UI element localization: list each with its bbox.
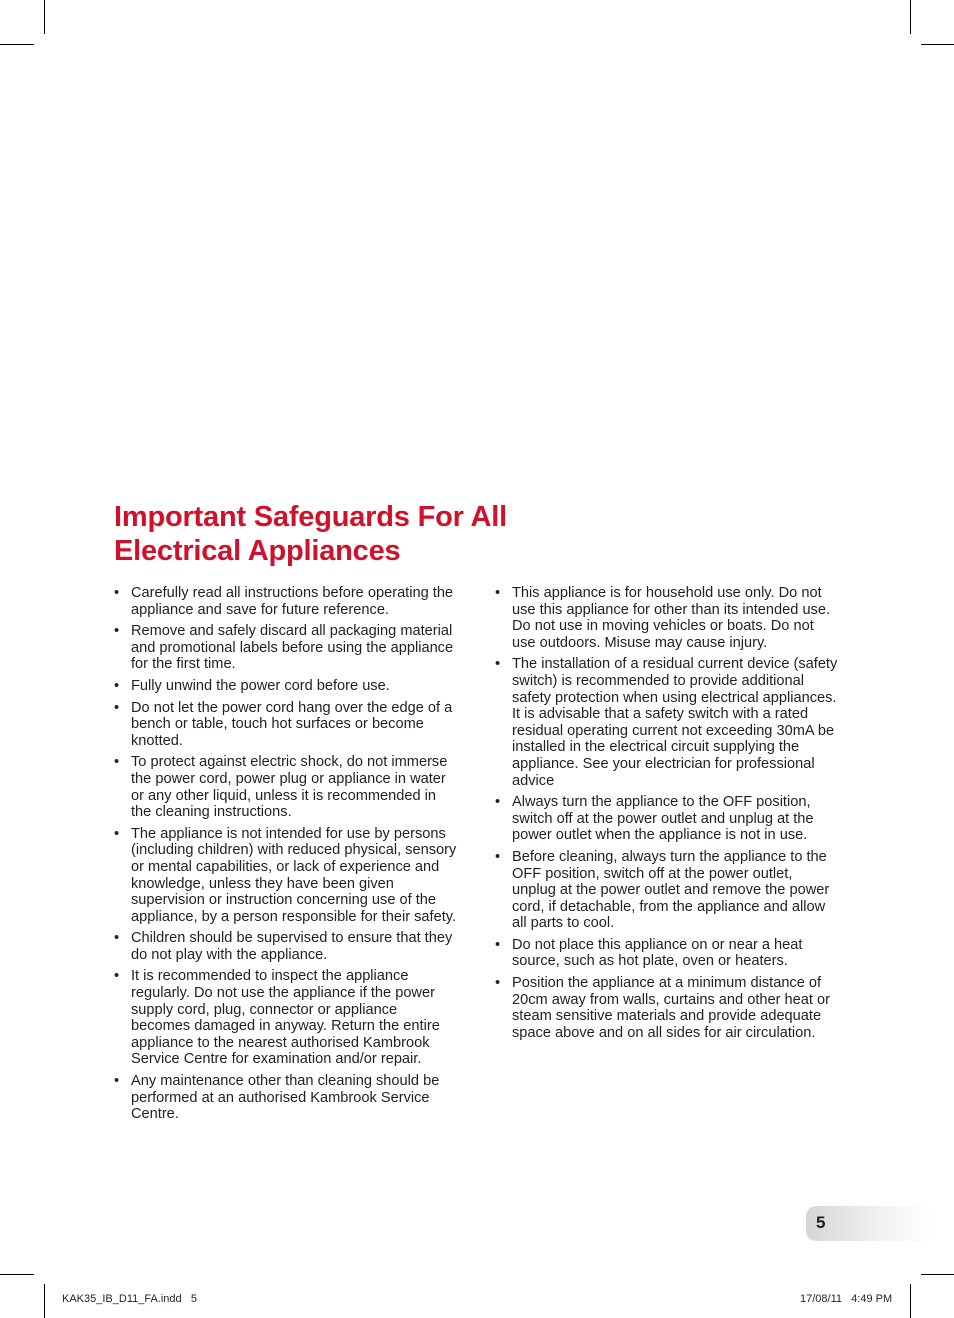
safeguard-text: The appliance is not intended for use by persons (including children) with reduced physical, sensory or mental capabilities, or lack of experience and knowledge, unless they have been given supervision or instruction concerning use of the appliance, by a person responsible for their safety. <box>131 825 457 925</box>
safeguard-text: Before cleaning, always turn the appliance to the OFF position, switch off at the power outlet, unplug at the power outlet and remove the power cord, if detachable, from the appliance and allow all parts to cool. <box>512 848 830 932</box>
safeguard-item <box>114 623 459 673</box>
bullet-icon: • <box>114 677 120 694</box>
bullet-icon: • <box>495 656 501 673</box>
safeguard-text: It is recommended to inspect the appliance regularly. Do not use the appliance if the power supply cord, plug, connector or appliance becomes damaged in anyway. Return the entire appliance to the nearest authorised Kambrook Service Centre for examination and/or repair. <box>131 968 440 1068</box>
safeguard-text: Always turn the appliance to the OFF position, switch off at the power outlet and unplug at the power outlet when the appliance is not in use. <box>512 794 814 844</box>
crop-mark-top-left-vertical <box>44 0 45 34</box>
safeguard-item <box>114 700 459 750</box>
safeguard-text: Position the appliance at a minimum distance of 20cm away from walls, curtains and other heat or steam sensitive materials and provide adequate space above and on all sides for air circulation. <box>512 975 830 1041</box>
safeguard-text: Remove and safely discard all packaging material and promotional labels before using the appliance for the first time. <box>131 623 454 673</box>
safeguard-text: Any maintenance other than cleaning should be performed at an authorised Kambrook Service Centre. <box>131 1073 440 1123</box>
crop-mark-top-right-horizontal <box>921 44 954 45</box>
bullet-icon: • <box>114 968 120 985</box>
safeguard-text: Fully unwind the power cord before use. <box>131 677 390 694</box>
crop-mark-bottom-left-vertical <box>44 1284 45 1318</box>
bullet-icon: • <box>495 794 501 811</box>
safeguard-item <box>495 794 840 844</box>
bullet-icon: • <box>495 848 501 865</box>
safeguard-text: This appliance is for household use only. Do not use this appliance for other than its intended use. Do not use in moving vehicles or boats. Do not use outdoors. Misuse may cause injury. <box>512 585 831 651</box>
crop-mark-top-left-horizontal <box>0 44 34 45</box>
crop-mark-bottom-right-vertical <box>910 1284 911 1318</box>
safeguard-item <box>495 975 840 1041</box>
safeguard-item <box>495 585 840 651</box>
safeguard-item <box>114 968 459 1068</box>
bullet-icon: • <box>495 585 501 601</box>
safeguard-text: To protect against electric shock, do not immerse the power cord, power plug or appliance in water or any other liquid, unless it is recommended in the cleaning instructions. <box>131 754 448 821</box>
safeguard-item <box>114 754 459 820</box>
crop-mark-top-right-vertical <box>910 0 911 34</box>
bullet-icon: • <box>495 936 501 953</box>
slug-filename: KAK35_IB_D11_FA.indd 5 <box>62 1293 197 1305</box>
safeguard-item <box>495 656 840 789</box>
page-number-tab <box>806 1206 934 1241</box>
bullet-icon: • <box>114 825 120 842</box>
bullet-icon: • <box>114 623 120 640</box>
page-number: 5 <box>816 1213 826 1232</box>
safeguard-item <box>114 1073 459 1123</box>
right-column <box>495 585 840 1046</box>
safeguard-text: The installation of a residual current device (safety switch) is recommended to provide additional safety protection when using electrical appliances. It is advisable that a safety switch with a rated residual operating current not exceeding 30mA be installed in the electrical circuit supplying the appliance. See your electrician for professional advice <box>512 656 838 789</box>
crop-mark-bottom-right-horizontal <box>921 1274 954 1275</box>
safeguard-item <box>114 678 459 695</box>
page-heading <box>114 500 634 568</box>
bullet-icon: • <box>114 585 120 601</box>
safeguard-item <box>495 937 840 970</box>
safeguard-text: Children should be supervised to ensure that they do not play with the appliance. <box>131 930 453 963</box>
bullet-icon: • <box>495 975 501 992</box>
heading-line-2: Electrical Appliances <box>114 535 401 567</box>
bullet-icon: • <box>114 930 120 947</box>
safeguard-text: Do not let the power cord hang over the edge of a bench or table, touch hot surfaces or become knotted. <box>131 699 453 749</box>
bullet-icon: • <box>114 699 120 716</box>
crop-mark-bottom-left-horizontal <box>0 1274 34 1275</box>
safeguard-item <box>114 930 459 963</box>
bullet-icon: • <box>114 1073 120 1090</box>
slug-datetime: 17/08/11 4:49 PM <box>800 1293 893 1305</box>
right-safeguard-list <box>495 585 840 1041</box>
safeguard-item <box>495 849 840 932</box>
safeguard-text: Carefully read all instructions before operating the appliance and save for future reference. <box>131 585 454 618</box>
safeguard-text: Do not place this appliance on or near a heat source, such as hot plate, oven or heaters. <box>512 936 803 970</box>
left-column <box>114 585 459 1128</box>
bullet-icon: • <box>114 754 120 771</box>
safeguard-item <box>114 585 459 618</box>
heading-line-1: Important Safeguards For All <box>114 501 507 533</box>
left-safeguard-list <box>114 585 459 1123</box>
safeguard-item <box>114 826 459 926</box>
